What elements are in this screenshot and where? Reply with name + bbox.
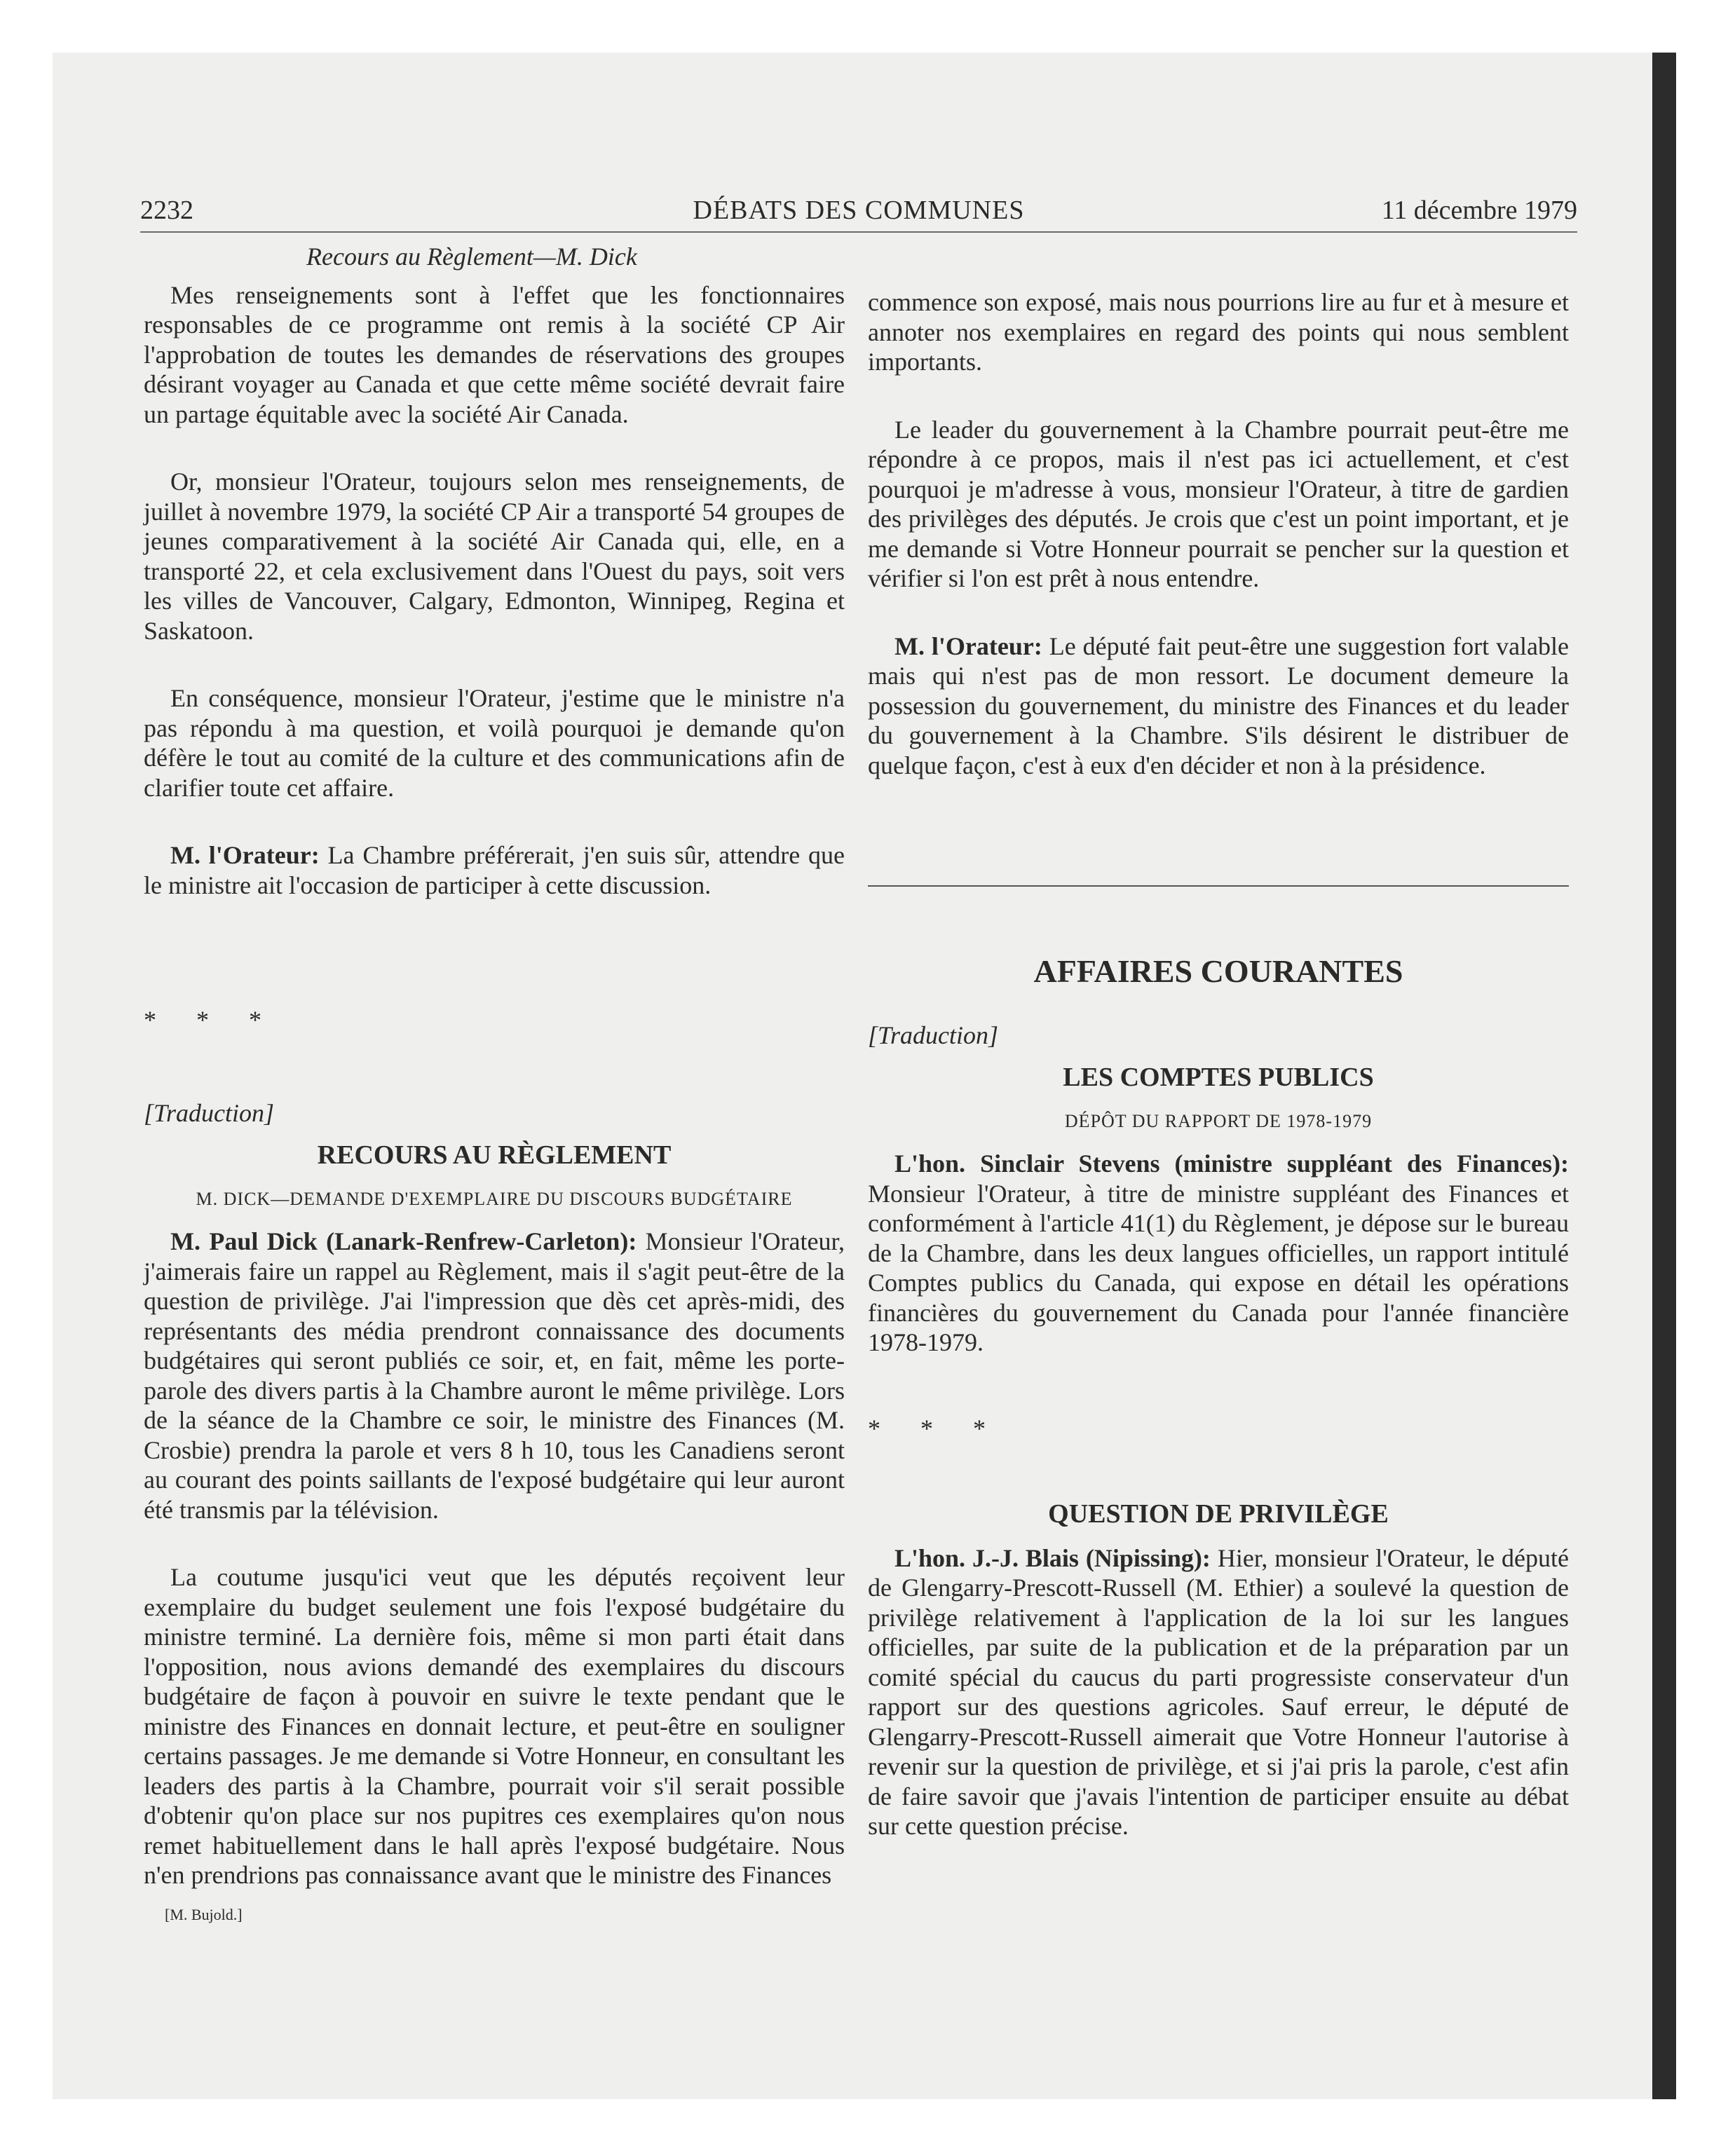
section-separator: * * * <box>144 1006 278 1034</box>
footnote: [M. Bujold.] <box>165 1905 243 1923</box>
right-column <box>868 287 1569 1841</box>
paragraph: Le leader du gouvernement à la Chambre pourrait peut-être me répondre à ce propos, mais il n'est pas ici actuellement, et c'est pourquoi je m'adresse à vous, monsieur l'Orateur, à titre de gardien des privilèges des députés. Je crois que c'est un point important, et je me demande si Votre Honneur pourrait se pencher sur la question et vérifier si l'on est prêt à nous entendre. <box>868 415 1569 592</box>
page-date: 11 décembre 1979 <box>1381 196 1577 225</box>
paragraph <box>868 1149 1569 1358</box>
section-subheading: M. DICK—DEMANDE D'EXEMPLAIRE DU DISCOURS BUDGÉTAIRE <box>196 1188 793 1209</box>
paragraph: La coutume jusqu'ici veut que les députés reçoivent leur exemplaire du budget seulement une fois l'exposé budgétaire du ministre terminé. La dernière fois, même si mon parti était dans l'opposition, nous avions demandé des exemplaires du discours budgétaire de façon à pouvoir en suivre le texte pendant que le ministre des Finances en donnait lecture, et peut-être en souligner certains passages. Je me demande si Votre Honneur, en consultant les leaders des partis à la Chambre, pourrait voir s'il serait possible d'obtenir qu'on place sur nos pupitres ces exemplaires qu'on nous remet habituellement dans le hall après l'exposé budgétaire. Nous n'en prendrions pas connaissance avant que le ministre des Finances <box>144 1563 845 1889</box>
speech-text: La Chambre préférerait, j'en suis sûr, attendre que le ministre ait l'occasion de participer à cette discussion. <box>144 841 845 899</box>
section-separator: * * * <box>868 1414 1002 1442</box>
publication-title: DÉBATS DES COMMUNES <box>693 196 1025 225</box>
left-column <box>144 242 845 1930</box>
page-number: 2232 <box>140 196 193 225</box>
translation-note: [Traduction] <box>868 1021 999 1049</box>
page-header <box>140 189 1577 233</box>
paragraph <box>868 632 1569 781</box>
speaker-name: M. Paul Dick (Lanark-Renfrew-Carleton): <box>170 1227 637 1255</box>
section-heading: RECOURS AU RÈGLEMENT <box>317 1140 672 1170</box>
section-subheading: DÉPÔT DU RAPPORT DE 1978-1979 <box>1064 1110 1373 1131</box>
paragraph: Mes renseignements sont à l'effet que les fonctionnaires responsables de ce programme ont remis à la société CP Air l'approbation de toutes les demandes de réservations des groupes désirant voyager au Canada et que cette même société devrait faire un partage équitable avec la société Air Canada. <box>144 280 845 428</box>
speaker-name: L'hon. J.-J. Blais (Nipissing): <box>894 1543 1211 1572</box>
scan-edge <box>1652 53 1676 2099</box>
translation-note: [Traduction] <box>144 1098 275 1127</box>
speaker-name: L'hon. Sinclair Stevens (ministre suppléant des Finances): <box>894 1149 1569 1178</box>
paragraph <box>868 1543 1569 1841</box>
speech-text: Monsieur l'Orateur, j'aimerais faire un rappel au Règlement, mais il s'agit peut-être de la question de privilège. J'ai l'impression que dès cet après-midi, des représentants des média prendront connaissance des documents budgétaires qui seront publiés ce soir, et, en fait, même les porte-parole des divers partis à la Chambre auront le même privilège. Lors de la séance de la Chambre ce soir, le ministre des Finances (M. Crosbie) prendra la parole et vers 8 h 10, tous les Canadiens seront au courant des points saillants de l'exposé budgétaire qui leur auront été transmis par la télévision. <box>144 1227 845 1524</box>
section-title: AFFAIRES COURANTES <box>1033 953 1403 989</box>
speech-text: Le député fait peut-être une suggestion fort valable mais qui n'est pas de mon ressort. Le document demeure la possession du gouvernement, du ministre des Finances et du leader du gouvernement à la Chambre. S'ils désirent le distribuer de quelque façon, c'est à eux d'en décider et non à la présidence. <box>868 632 1570 779</box>
paragraph: En conséquence, monsieur l'Orateur, j'estime que le ministre n'a pas répondu à ma question, et voilà pourquoi je demande qu'on défère le tout au comité de la culture et des communications afin de clarifier toute cet affaire. <box>144 684 845 802</box>
paragraph: commence son exposé, mais nous pourrions lire au fur et à mesure et annoter nos exemplaires en regard des points qui nous semblent importants. <box>868 288 1569 376</box>
section-heading: LES COMPTES PUBLICS <box>1063 1063 1374 1092</box>
paragraph: Or, monsieur l'Orateur, toujours selon mes renseignements, de juillet à novembre 1979, la société CP Air a transporté 54 groupes de jeunes comparativement à la société Air Canada qui, elle, en a transporté 22, et cela exclusivement dans l'Ouest du pays, soit vers les villes de Vancouver, Calgary, Edmonton, Winnipeg, Regina et Saskatoon. <box>144 468 845 645</box>
running-head: Recours au Règlement—M. Dick <box>306 243 637 271</box>
speaker-name: M. l'Orateur: <box>894 632 1042 660</box>
paragraph <box>144 840 845 900</box>
speaker-name: M. l'Orateur: <box>170 841 320 869</box>
section-heading: QUESTION DE PRIVILÈGE <box>1048 1499 1389 1529</box>
speech-text: Hier, monsieur l'Orateur, le député de Glengarry-Prescott-Russell (M. Ethier) a soulevé la question de privilège relativement à l'application de la loi sur les langues officielles, par suite de la publication et de la préparation par un comité spécial du caucus du parti progressiste conservateur d'un rapport sur des questions agricoles. Sauf erreur, le député de Glengarry-Prescott-Russell aimerait que Votre Honneur l'autorise à revenir sur la question de privilège, et si j'ai pris la parole, c'est afin de faire savoir que j'avais l'intention de participer ensuite au débat sur cette question précise. <box>868 1543 1569 1840</box>
speech-text: Monsieur l'Orateur, à titre de ministre suppléant des Finances et conformément à l'article 41(1) du Règlement, je dépose sur le bureau de la Chambre, dans les deux langues officielles, un rapport intitulé Comptes publics du Canada, qui expose en détail les opérations financières du gouvernement du Canada pour l'année financière 1978-1979. <box>868 1179 1569 1356</box>
paragraph <box>144 1227 845 1524</box>
